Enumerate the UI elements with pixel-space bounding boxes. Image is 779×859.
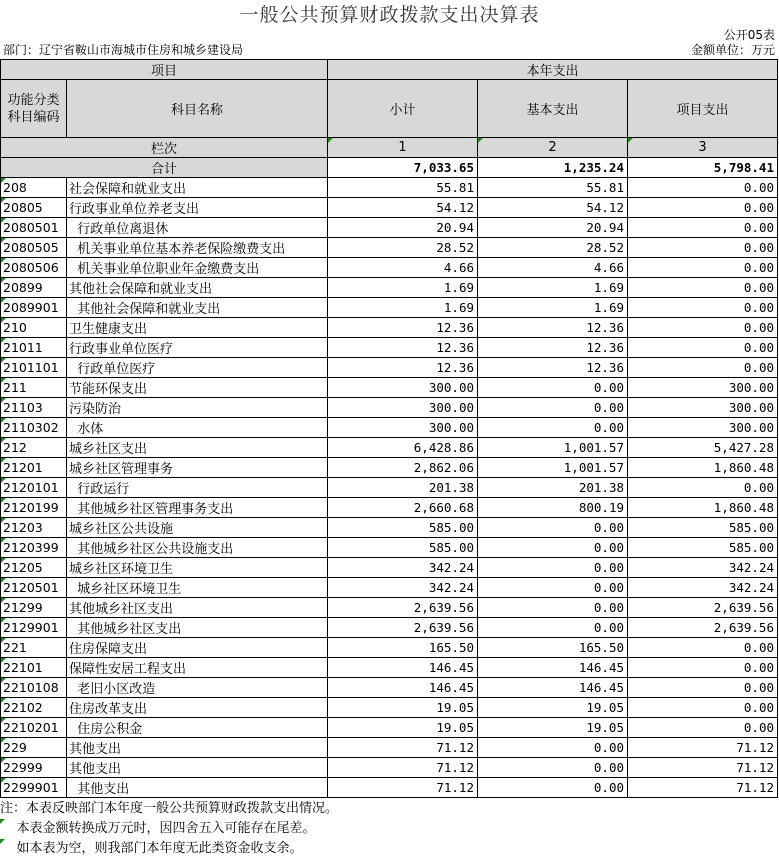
row-subtotal: 2,660.68 [328,498,478,518]
row-project: 585.00 [628,538,778,558]
row-code: 2089901 [1,298,67,318]
row-subtotal: 342.24 [328,578,478,598]
total-project: 5,798.41 [628,158,778,178]
row-basic: 12.36 [478,358,628,378]
table-row [1,478,778,498]
row-project: 0.00 [628,638,778,658]
table-row [1,638,778,658]
row-basic: 0.00 [478,758,628,778]
row-project: 585.00 [628,518,778,538]
row-subtotal: 6,428.86 [328,438,478,458]
row-code: 2101101 [1,358,67,378]
row-project: 0.00 [628,178,778,198]
row-code: 221 [1,638,67,658]
header-basic: 基本支出 [478,80,628,138]
row-basic: 4.66 [478,258,628,278]
row-subject-name: 其他支出 [67,758,328,778]
row-subtotal: 71.12 [328,758,478,778]
column-number-1: 1 [328,138,478,158]
row-code: 21299 [1,598,67,618]
row-project: 300.00 [628,398,778,418]
row-project: 342.24 [628,558,778,578]
row-project: 0.00 [628,718,778,738]
header-project: 项目支出 [628,80,778,138]
row-basic: 0.00 [478,558,628,578]
row-code: 2110302 [1,418,67,438]
row-basic: 0.00 [478,738,628,758]
row-subject-name: 其他城乡社区管理事务支出 [67,498,328,518]
table-row [1,598,778,618]
row-code: 2080506 [1,258,67,278]
table-row [1,378,778,398]
row-code: 21201 [1,458,67,478]
total-label: 合计 [1,158,328,178]
table-row [1,358,778,378]
table-row [1,658,778,678]
row-subtotal: 12.36 [328,338,478,358]
row-code: 22102 [1,698,67,718]
note-line: 注：本表反映部门本年度一般公共预算财政拨款支出情况。 [0,801,339,816]
row-basic: 1.69 [478,278,628,298]
table-row [1,498,778,518]
row-subject-name: 老旧小区改造 [67,678,328,698]
row-subject-name: 行政单位离退休 [67,218,328,238]
row-code: 210 [1,318,67,338]
row-subject-name: 住房保障支出 [67,638,328,658]
row-basic: 0.00 [478,538,628,558]
row-subject-name: 城乡社区管理事务 [67,458,328,478]
row-project: 342.24 [628,578,778,598]
report-title: 一般公共预算财政拨款支出决算表 [239,4,540,26]
row-project: 71.12 [628,758,778,778]
header-func-code-text: 功能分类 科目编码 [7,92,60,125]
header-item: 项目 [1,60,328,80]
row-basic: 201.38 [478,478,628,498]
table-row [1,398,778,418]
row-subject-name: 城乡社区环境卫生 [67,578,328,598]
table-row [1,298,778,318]
row-basic: 0.00 [478,598,628,618]
row-project: 71.12 [628,778,778,798]
row-subtotal: 146.45 [328,678,478,698]
row-code: 21103 [1,398,67,418]
table-row [1,338,778,358]
table-row [1,518,778,538]
row-project: 0.00 [628,658,778,678]
row-subject-name: 其他城乡社区支出 [67,618,328,638]
row-subject-name: 住房改革支出 [67,698,328,718]
row-code: 229 [1,738,67,758]
row-project: 1,860.48 [628,458,778,478]
table-row [1,718,778,738]
row-subject-name: 其他城乡社区支出 [67,598,328,618]
row-basic: 19.05 [478,698,628,718]
row-subject-name: 行政运行 [67,478,328,498]
row-subject-name: 其他社会保障和就业支出 [67,298,328,318]
note-line: 如本表为空，则我部门本年度无此类资金收支余。 [0,839,779,859]
row-subtotal: 19.05 [328,718,478,738]
row-code: 2080501 [1,218,67,238]
table-row [1,438,778,458]
header-current-year: 本年支出 [328,60,778,80]
row-subject-name: 保障性安居工程支出 [67,658,328,678]
row-code: 208 [1,178,67,198]
row-project: 0.00 [628,318,778,338]
row-basic: 1.69 [478,298,628,318]
form-code: 公开05表 [723,28,775,42]
column-number-2: 2 [478,138,628,158]
row-subtotal: 54.12 [328,198,478,218]
table-row [1,258,778,278]
table-row [1,198,778,218]
table-row [1,578,778,598]
row-subtotal: 300.00 [328,418,478,438]
row-subtotal: 28.52 [328,238,478,258]
row-project: 0.00 [628,218,778,238]
expenditure-table [0,59,778,798]
row-subject-name: 机关事业单位职业年金缴费支出 [67,258,328,278]
row-subject-name: 水体 [67,418,328,438]
row-project: 0.00 [628,478,778,498]
row-code: 21203 [1,518,67,538]
row-code: 22101 [1,658,67,678]
row-subject-name: 其他支出 [67,738,328,758]
row-basic: 0.00 [478,518,628,538]
department-label: 部门：辽宁省鞍山市海城市住房和城乡建设局 [3,43,244,57]
row-subtotal: 12.36 [328,318,478,338]
table-row [1,618,778,638]
table-row [1,218,778,238]
table-row [1,418,778,438]
row-project: 0.00 [628,258,778,278]
row-project: 0.00 [628,238,778,258]
table-row [1,178,778,198]
row-subtotal: 12.36 [328,358,478,378]
header-subtotal: 小计 [328,80,478,138]
row-basic: 20.94 [478,218,628,238]
row-project: 71.12 [628,738,778,758]
total-row [1,158,778,178]
table-row [1,678,778,698]
table-row [1,238,778,258]
row-code: 20899 [1,278,67,298]
row-subtotal: 71.12 [328,738,478,758]
row-subject-name: 卫生健康支出 [67,318,328,338]
row-subtotal: 201.38 [328,478,478,498]
row-subtotal: 2,862.06 [328,458,478,478]
row-basic: 1,001.57 [478,458,628,478]
header-column-no: 栏次 [1,138,328,158]
row-code: 21011 [1,338,67,358]
row-subject-name: 节能环保支出 [67,378,328,398]
row-project: 300.00 [628,378,778,398]
row-subtotal: 165.50 [328,638,478,658]
row-project: 0.00 [628,358,778,378]
row-subject-name: 行政事业单位养老支出 [67,198,328,218]
table-row [1,318,778,338]
row-subject-name: 机关事业单位基本养老保险缴费支出 [67,238,328,258]
row-code: 2120399 [1,538,67,558]
row-subtotal: 585.00 [328,538,478,558]
row-subtotal: 2,639.56 [328,618,478,638]
total-subtotal: 7,033.65 [328,158,478,178]
row-code: 211 [1,378,67,398]
row-project: 300.00 [628,418,778,438]
row-project: 0.00 [628,198,778,218]
row-subject-name: 住房公积金 [67,718,328,738]
row-subtotal: 146.45 [328,658,478,678]
table-row [1,458,778,478]
row-subject-name: 其他支出 [67,778,328,798]
table-row [1,738,778,758]
row-basic: 19.05 [478,718,628,738]
row-basic: 0.00 [478,578,628,598]
row-subtotal: 1.69 [328,278,478,298]
header-func-code [1,80,67,138]
table-row [1,278,778,298]
total-basic: 1,235.24 [478,158,628,178]
table-row [1,558,778,578]
row-project: 0.00 [628,278,778,298]
row-subtotal: 1.69 [328,298,478,318]
row-subject-name: 行政事业单位医疗 [67,338,328,358]
row-basic: 28.52 [478,238,628,258]
row-subtotal: 300.00 [328,398,478,418]
row-basic: 0.00 [478,778,628,798]
row-code: 2210108 [1,678,67,698]
column-number-3: 3 [628,138,778,158]
row-basic: 0.00 [478,378,628,398]
row-project: 2,639.56 [628,618,778,638]
row-subject-name: 其他社会保障和就业支出 [67,278,328,298]
row-basic: 165.50 [478,638,628,658]
row-subject-name: 城乡社区环境卫生 [67,558,328,578]
notes [0,799,779,859]
row-code: 2210201 [1,718,67,738]
row-subtotal: 71.12 [328,778,478,798]
row-subject-name: 社会保障和就业支出 [67,178,328,198]
row-basic: 54.12 [478,198,628,218]
row-subtotal: 55.81 [328,178,478,198]
row-subject-name: 城乡社区公共设施 [67,518,328,538]
table-row [1,758,778,778]
row-subtotal: 342.24 [328,558,478,578]
row-code: 2120199 [1,498,67,518]
row-code: 212 [1,438,67,458]
row-basic: 0.00 [478,618,628,638]
table-row [1,538,778,558]
row-subtotal: 300.00 [328,378,478,398]
row-project: 0.00 [628,678,778,698]
row-subject-name: 城乡社区支出 [67,438,328,458]
row-code: 2299901 [1,778,67,798]
table-row [1,778,778,798]
header-subject-name: 科目名称 [67,80,328,138]
row-subtotal: 2,639.56 [328,598,478,618]
row-basic: 800.19 [478,498,628,518]
table-row [1,698,778,718]
row-project: 2,639.56 [628,598,778,618]
row-basic: 55.81 [478,178,628,198]
row-subtotal: 19.05 [328,698,478,718]
row-project: 5,427.28 [628,438,778,458]
row-code: 2120101 [1,478,67,498]
row-subtotal: 585.00 [328,518,478,538]
row-subtotal: 20.94 [328,218,478,238]
row-basic: 12.36 [478,338,628,358]
row-project: 0.00 [628,338,778,358]
row-code: 2080505 [1,238,67,258]
row-code: 20805 [1,198,67,218]
row-basic: 0.00 [478,418,628,438]
row-code: 21205 [1,558,67,578]
row-project: 0.00 [628,698,778,718]
row-subject-name: 行政单位医疗 [67,358,328,378]
row-basic: 146.45 [478,658,628,678]
row-subject-name: 其他城乡社区公共设施支出 [67,538,328,558]
row-basic: 1,001.57 [478,438,628,458]
row-project: 1,860.48 [628,498,778,518]
row-subject-name: 污染防治 [67,398,328,418]
row-code: 2129901 [1,618,67,638]
row-subtotal: 4.66 [328,258,478,278]
note-line: 本表金额转换成万元时，因四舍五入可能存在尾差。 [0,819,779,839]
row-project: 0.00 [628,298,778,318]
row-code: 2120501 [1,578,67,598]
row-basic: 12.36 [478,318,628,338]
row-basic: 146.45 [478,678,628,698]
row-basic: 0.00 [478,398,628,418]
amount-unit-label: 金额单位：万元 [690,43,775,57]
row-code: 22999 [1,758,67,778]
